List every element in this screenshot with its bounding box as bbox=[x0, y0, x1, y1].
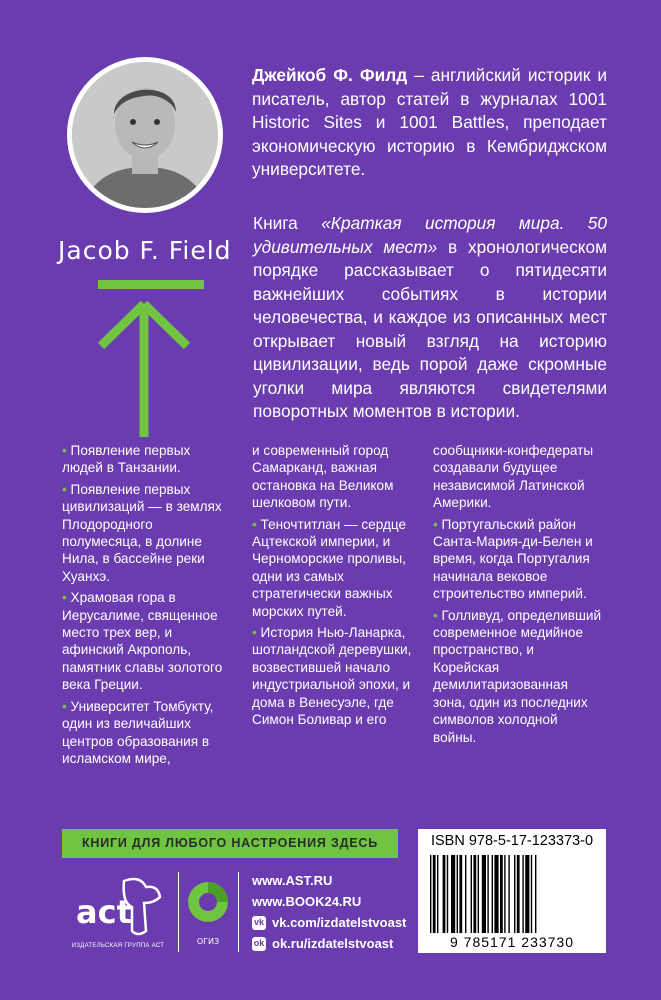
column-item-text: Появление первых людей в Танзании. bbox=[62, 443, 191, 476]
column-item bbox=[62, 481, 232, 585]
barcode-bar bbox=[443, 855, 446, 933]
desc-lead: Книга bbox=[253, 213, 322, 233]
ogiz-text: ОГИЗ bbox=[196, 937, 220, 946]
slogan-banner: КНИГИ ДЛЯ ЛЮБОГО НАСТРОЕНИЯ ЗДЕСЬ bbox=[62, 829, 398, 858]
divider-2 bbox=[238, 872, 239, 952]
desc-top bbox=[62, 212, 607, 424]
column-item-text: Появление первых цивилизаций — в землях Плодородного полумесяца, в долине Нила, в бассейне реки Хуанхэ. bbox=[62, 481, 222, 584]
barcode-bar bbox=[517, 855, 520, 933]
column-3 bbox=[433, 442, 603, 750]
barcode-bar bbox=[494, 855, 498, 933]
column-2 bbox=[252, 442, 422, 733]
author-bio-text: – английский историк и писатель, автор статей в журналах 1001 Historic Sites и 1001 Battles, преподает экономическую историю в Кембриджском университете. bbox=[252, 65, 607, 179]
bullet-icon: • bbox=[252, 516, 257, 532]
barcode-bar bbox=[500, 855, 503, 933]
barcode-bar bbox=[535, 855, 536, 933]
column-item-text: Университет Томбукту, один из величайших центров образования в исламском мире, bbox=[62, 698, 214, 766]
barcode-digits: 9 785171 233730 bbox=[450, 934, 574, 950]
barcode-bar bbox=[514, 855, 515, 933]
author-bio-name: Джейкоб Ф. Филд bbox=[252, 65, 408, 85]
barcode-bar bbox=[447, 855, 448, 933]
site-book24-link[interactable]: www.BOOK24.RU bbox=[252, 894, 362, 909]
barcode-bar bbox=[492, 855, 493, 933]
column-item bbox=[62, 698, 232, 768]
barcode-bar bbox=[457, 855, 458, 933]
author-photo-frame bbox=[67, 57, 223, 213]
column-1 bbox=[62, 442, 232, 771]
ok-link[interactable]: ok.ru/izdatelstvoast bbox=[272, 936, 394, 951]
column-item-text: Храмовая гора в Иерусалиме, священное место трех вер, и афинский Акрополь, памятник славы золотого века Греции. bbox=[62, 590, 223, 693]
publisher-links bbox=[252, 870, 406, 954]
ok-icon: ok bbox=[252, 937, 266, 951]
bullet-icon: • bbox=[62, 481, 67, 497]
barcode-bar bbox=[473, 855, 476, 933]
barcode-bar bbox=[478, 855, 479, 933]
vk-link[interactable]: vk.com/izdatelstvoast bbox=[272, 915, 407, 930]
column-item bbox=[252, 442, 422, 512]
ast-caption: ИЗДАТЕЛЬСКАЯ ГРУППА АСТ bbox=[71, 943, 165, 949]
vk-icon: vk bbox=[252, 916, 266, 930]
barcode-bar bbox=[465, 855, 466, 933]
ast-logo-icon bbox=[62, 873, 174, 941]
barcode-bar bbox=[433, 855, 436, 933]
barcode-icon bbox=[430, 855, 594, 933]
column-item bbox=[433, 516, 603, 603]
book-description bbox=[62, 212, 607, 424]
link-row-book24 bbox=[252, 891, 406, 912]
column-item bbox=[433, 442, 603, 512]
column-item-text: История Нью-Ланарка, шотландской деревушки, возвестившей начало индустриальной эпохи, и дома в Венесуэле, где Симон Боливар и его bbox=[252, 625, 412, 728]
link-row-ok bbox=[252, 933, 406, 954]
column-item bbox=[433, 607, 603, 746]
ast-logo bbox=[62, 873, 174, 953]
column-item bbox=[252, 516, 422, 620]
bullet-icon: • bbox=[62, 443, 67, 458]
bullet-icon: • bbox=[433, 516, 438, 532]
ogiz-logo bbox=[185, 878, 231, 953]
column-item-text: Теночтитлан — сердце Ацтекской империи, и Черноморские проливы, одни из самых стратегически важных морских путей. bbox=[252, 516, 407, 619]
column-item-text: и современный город Самарканд, важная остановка на Великом шелковом пути. bbox=[252, 443, 394, 511]
barcode-bar bbox=[430, 855, 431, 933]
barcode-bar bbox=[459, 855, 462, 933]
barcode-bar bbox=[525, 855, 529, 933]
barcode-bar bbox=[471, 855, 472, 933]
bullet-icon: • bbox=[433, 607, 438, 623]
barcode-bar bbox=[522, 855, 523, 933]
barcode-bar bbox=[487, 855, 488, 933]
link-row-ast bbox=[252, 870, 406, 891]
desc-text: в хронологическом порядке рассказывает о пятидесяти важнейших событиях в истории человечества, и каждое из описанных мест открывает новый взгляд на историю цивилизации, ведь порой даже скромные уголки мира являются свидетелями поворотных моментов в истории. bbox=[253, 236, 607, 421]
author-name-latin: Jacob F. Field bbox=[58, 236, 232, 265]
barcode-bar bbox=[482, 855, 486, 933]
divider bbox=[178, 872, 179, 952]
column-item bbox=[252, 624, 422, 728]
bullet-icon: • bbox=[62, 698, 67, 714]
author-photo bbox=[72, 62, 218, 208]
bullet-icon: • bbox=[252, 625, 257, 641]
barcode-bar bbox=[508, 855, 509, 933]
column-item bbox=[62, 442, 232, 477]
author-bio bbox=[252, 64, 607, 182]
desc-book-title: «Краткая история мира. 50 удивительных мест» bbox=[253, 213, 607, 257]
barcode-bar bbox=[504, 855, 505, 933]
barcode-bar bbox=[437, 855, 438, 933]
barcode-bar bbox=[531, 855, 532, 933]
barcode-block bbox=[418, 829, 606, 953]
bullet-icon: • bbox=[62, 590, 67, 606]
barcode-bar bbox=[451, 855, 455, 933]
column-item-text: Голливуд, определивший современное медийное пространство, и Корейская демилитаризованная зона, один из последних символов холодной войны. bbox=[433, 607, 602, 745]
column-item bbox=[62, 589, 232, 693]
isbn-label: ISBN 978-5-17-123373-0 bbox=[430, 833, 594, 849]
ast-logo-text: act bbox=[76, 893, 132, 931]
link-row-vk bbox=[252, 912, 406, 933]
column-item-text: Португальский район Санта-Мария-ди-Белен и время, когда Португалия начинала вековое строительство империй. bbox=[433, 516, 593, 602]
site-ast-link[interactable]: www.AST.RU bbox=[252, 873, 333, 888]
column-item-text: сообщники-конфедераты создавали будущее независимой Латинской Америки. bbox=[433, 443, 594, 511]
